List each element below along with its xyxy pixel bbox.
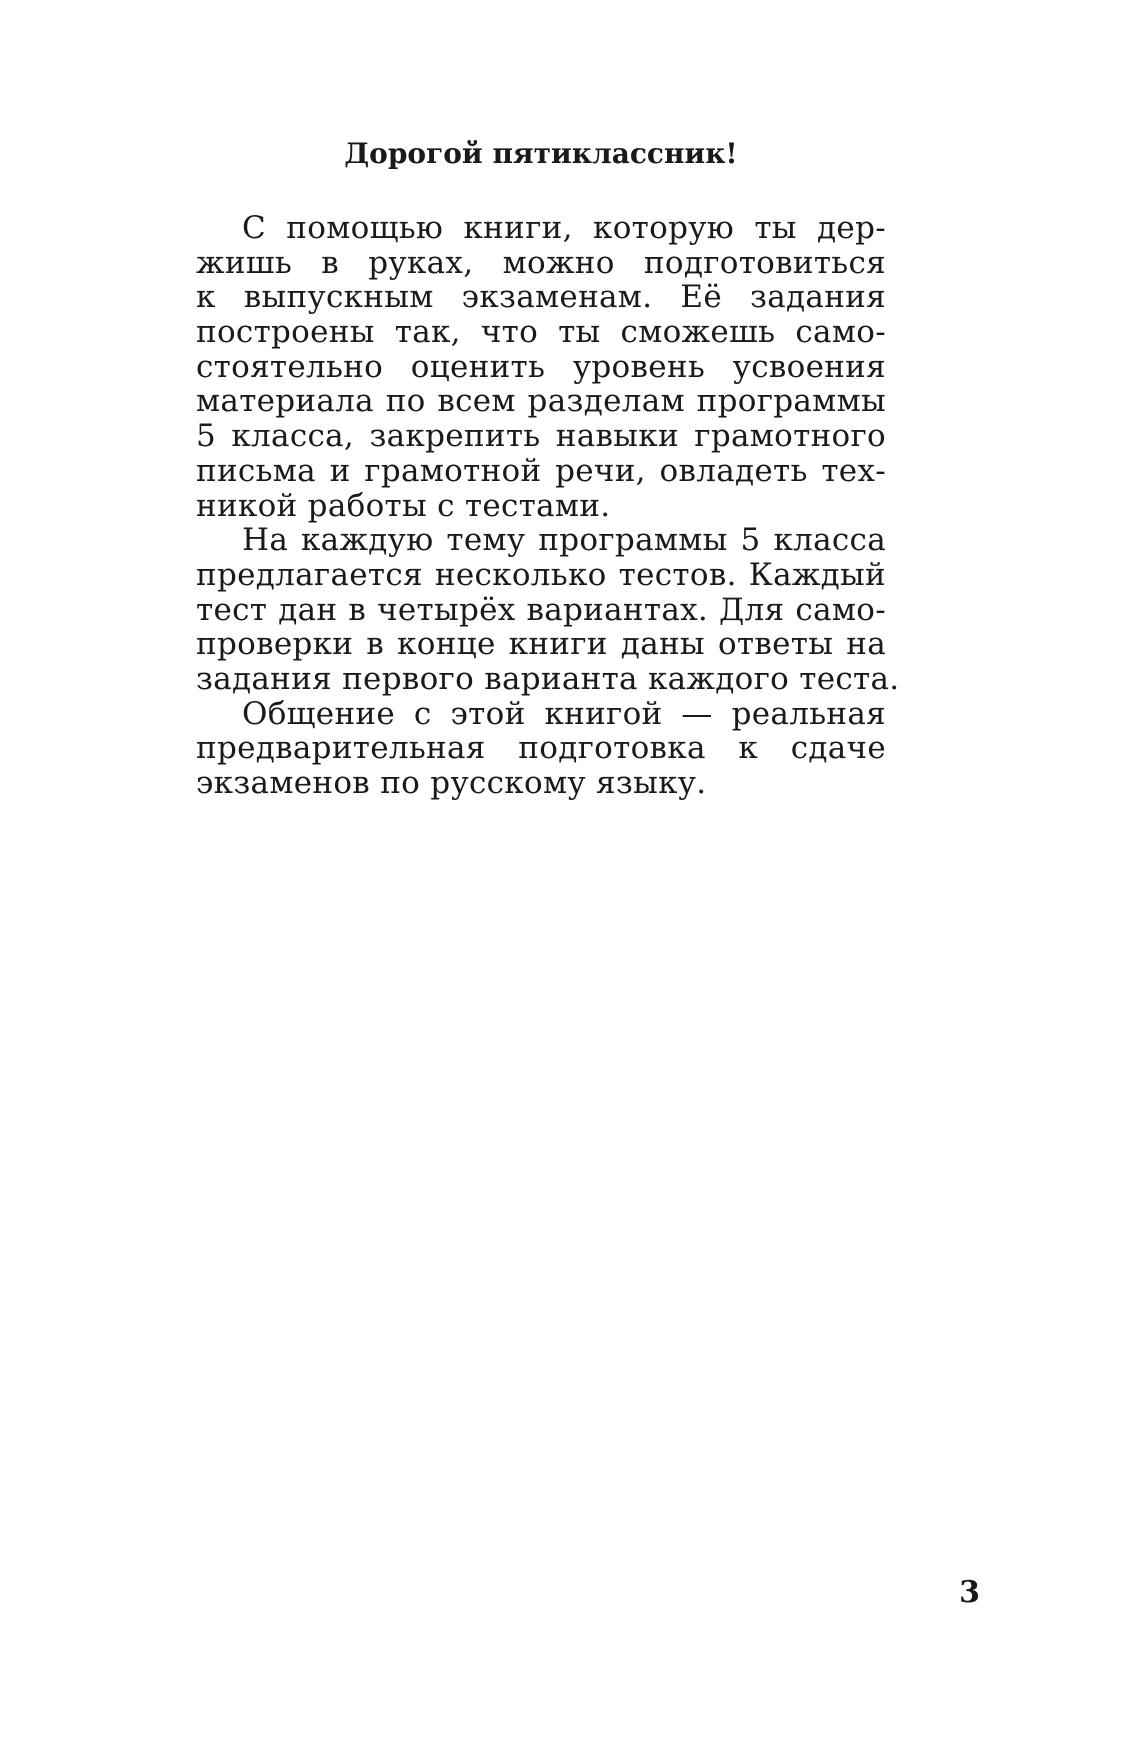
paragraph-line: Общение с этой книгой — реальная [242,695,886,732]
paragraph-3 [196,697,886,801]
paragraph-line: письма и грамотной речи, овладеть тех- [196,452,886,489]
paragraph-1 [196,211,886,523]
paragraph-line: жишь в руках, можно подготовиться [196,244,886,281]
paragraph-line: предварительная подготовка к сдаче [196,730,886,767]
page-number: 3 [959,1575,980,1610]
page-title: Дорогой пятиклассник! [344,137,738,170]
paragraph-line: С помощью книги, которую ты дер- [242,210,886,246]
body-text [196,210,900,801]
paragraph-line: На каждую тему программы 5 класса [242,522,886,559]
paragraph-line: никой работы с тестами. [196,487,611,524]
paragraph-line: экзаменов по русскому языку. [196,765,707,801]
paragraph-line: построены так, что ты сможешь само- [196,314,886,351]
paragraph-line: 5 класса, закрепить навыки грамотного [196,418,886,455]
paragraph-line: к выпускным экзаменам. Её задания [196,279,886,316]
paragraph-2 [196,522,900,697]
paragraph-line: предлагается несколько тестов. Каждый [196,556,886,593]
paragraph-line: материала по всем разделам программы [196,383,886,420]
paragraph-line: задания первого варианта каждого теста. [196,660,900,697]
paragraph-line: тест дан в четырёх вариантах. Для само- [196,591,886,628]
paragraph-line: стоятельно оценить уровень усвоения [196,348,886,385]
paragraph-line: проверки в конце книги даны ответы на [196,626,886,663]
